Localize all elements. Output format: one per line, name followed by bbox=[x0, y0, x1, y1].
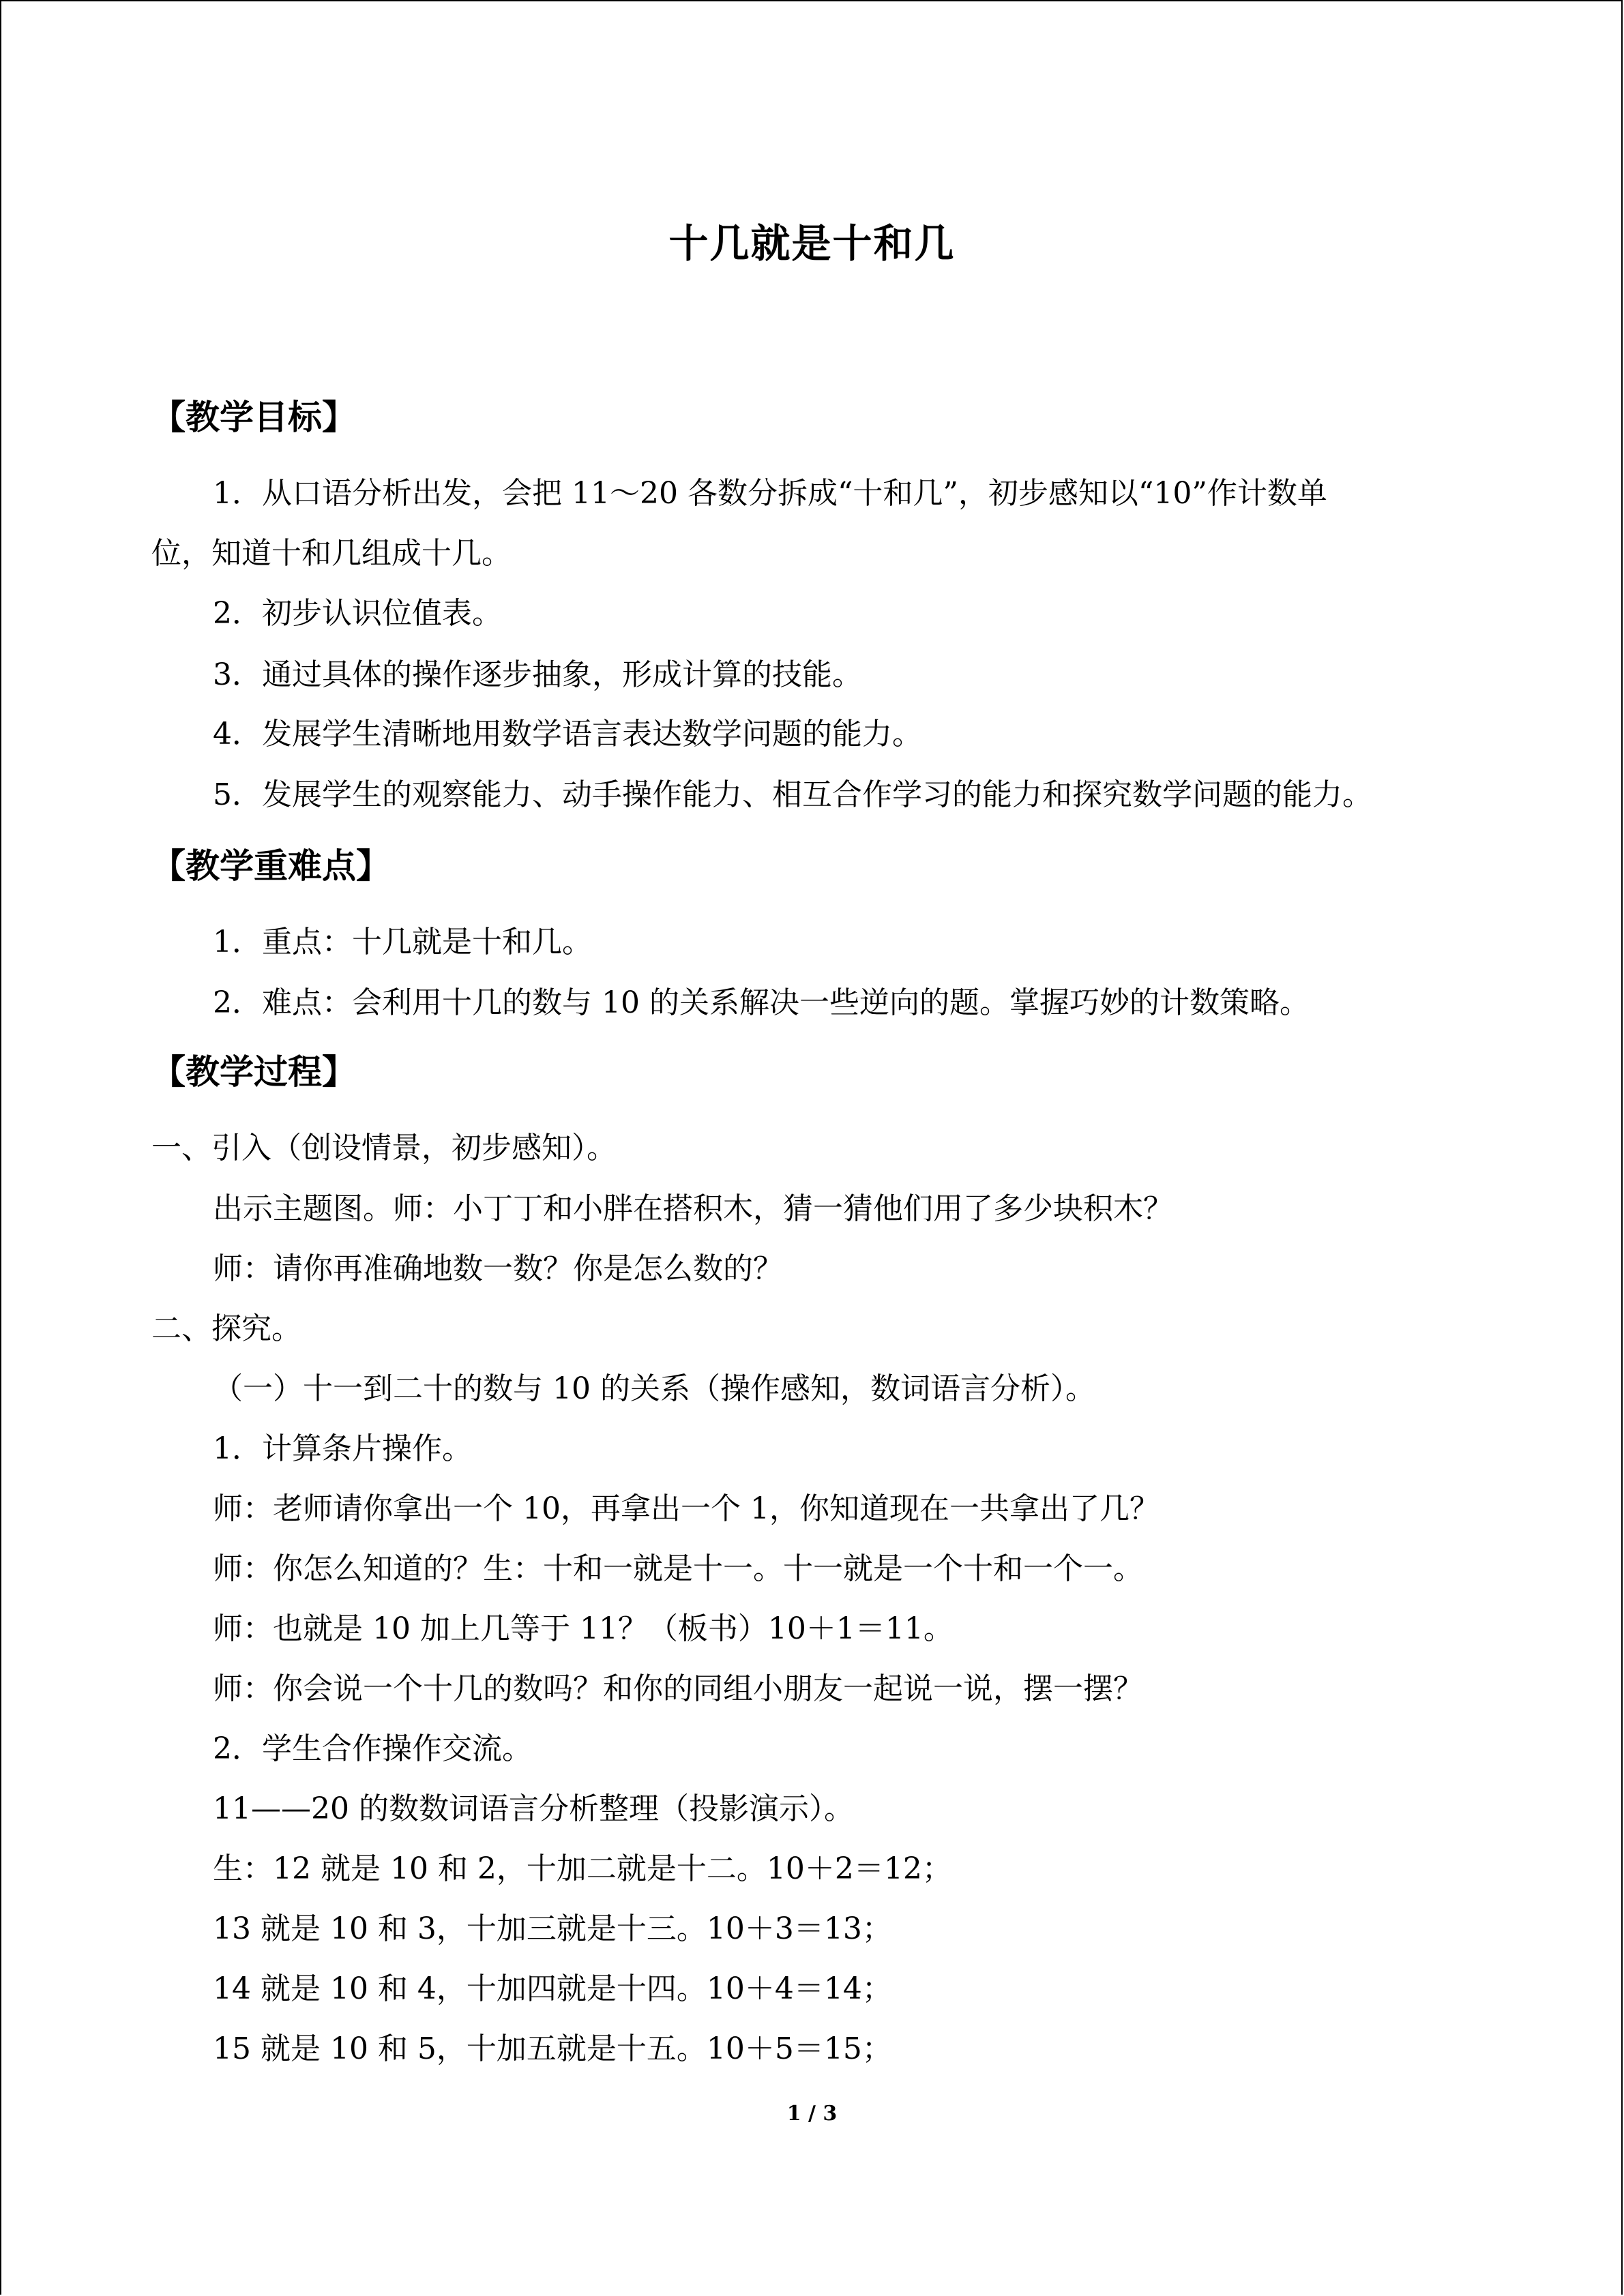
key-points-line-1: 1．重点：十几就是十和几。 bbox=[213, 925, 592, 959]
process-line-6: 1．计算条片操作。 bbox=[213, 1431, 472, 1466]
objectives-line-6: 5．发展学生的观察能力、动手操作能力、相互合作学习的能力和探究数学问题的能力。 bbox=[213, 777, 1372, 812]
process-line-15: 14 就是 10 和 4，十加四就是十四。10＋4＝14； bbox=[213, 1971, 892, 2006]
process-line-8: 师：你怎么知道的？生：十和一就是十一。十一就是一个十和一个一。 bbox=[213, 1551, 1143, 1586]
process-line-1: 一、引入（创设情景，初步感知）。 bbox=[151, 1131, 617, 1165]
process-line-13: 生：12 就是 10 和 2，十加二就是十二。10＋2＝12； bbox=[213, 1851, 952, 1886]
process-line-12: 11——20 的数数词语言分析整理（投影演示）。 bbox=[213, 1791, 854, 1826]
key-points-heading: 【教学重难点】 bbox=[151, 846, 390, 886]
page-title: 十几就是十和几 bbox=[668, 220, 956, 267]
objectives-line-1: 1．从口语分析出发，会把 11～20 各数分拆成“十和几”，初步感知以“10”作计数单 bbox=[213, 476, 1327, 511]
process-line-2: 出示主题图。师：小丁丁和小胖在搭积木，猜一猜他们用了多少块积木？ bbox=[213, 1191, 1173, 1226]
process-line-9: 师：也就是 10 加上几等于 11？（板书）10＋1＝11。 bbox=[213, 1611, 954, 1646]
key-points-line-2: 2．难点：会利用十几的数与 10 的关系解决一些逆向的题。掌握巧妙的计数策略。 bbox=[213, 985, 1310, 1020]
process-heading: 【教学过程】 bbox=[151, 1052, 356, 1092]
process-line-10: 师：你会说一个十几的数吗？和你的同组小朋友一起说一说，摆一摆？ bbox=[213, 1671, 1143, 1706]
objectives-heading: 【教学目标】 bbox=[151, 398, 356, 437]
process-line-14: 13 就是 10 和 3，十加三就是十三。10＋3＝13； bbox=[213, 1911, 892, 1946]
objectives-line-2: 位，知道十和几组成十几。 bbox=[151, 536, 512, 571]
page-number: 1 / 3 bbox=[786, 2102, 838, 2126]
process-line-11: 2．学生合作操作交流。 bbox=[213, 1731, 532, 1766]
objectives-line-4: 3．通过具体的操作逐步抽象，形成计算的技能。 bbox=[213, 657, 862, 692]
process-line-4: 二、探究。 bbox=[151, 1311, 301, 1346]
objectives-line-5: 4．发展学生清晰地用数学语言表达数学问题的能力。 bbox=[213, 717, 922, 751]
process-line-7: 师：老师请你拿出一个 10，再拿出一个 1，你知道现在一共拿出了几？ bbox=[213, 1491, 1160, 1526]
process-line-16: 15 就是 10 和 5，十加五就是十五。10＋5＝15； bbox=[213, 2031, 892, 2066]
process-line-5: （一）十一到二十的数与 10 的关系（操作感知，数词语言分析）。 bbox=[213, 1371, 1095, 1406]
process-line-3: 师：请你再准确地数一数？你是怎么数的？ bbox=[213, 1251, 783, 1286]
objectives-line-3: 2．初步认识位值表。 bbox=[213, 596, 502, 631]
